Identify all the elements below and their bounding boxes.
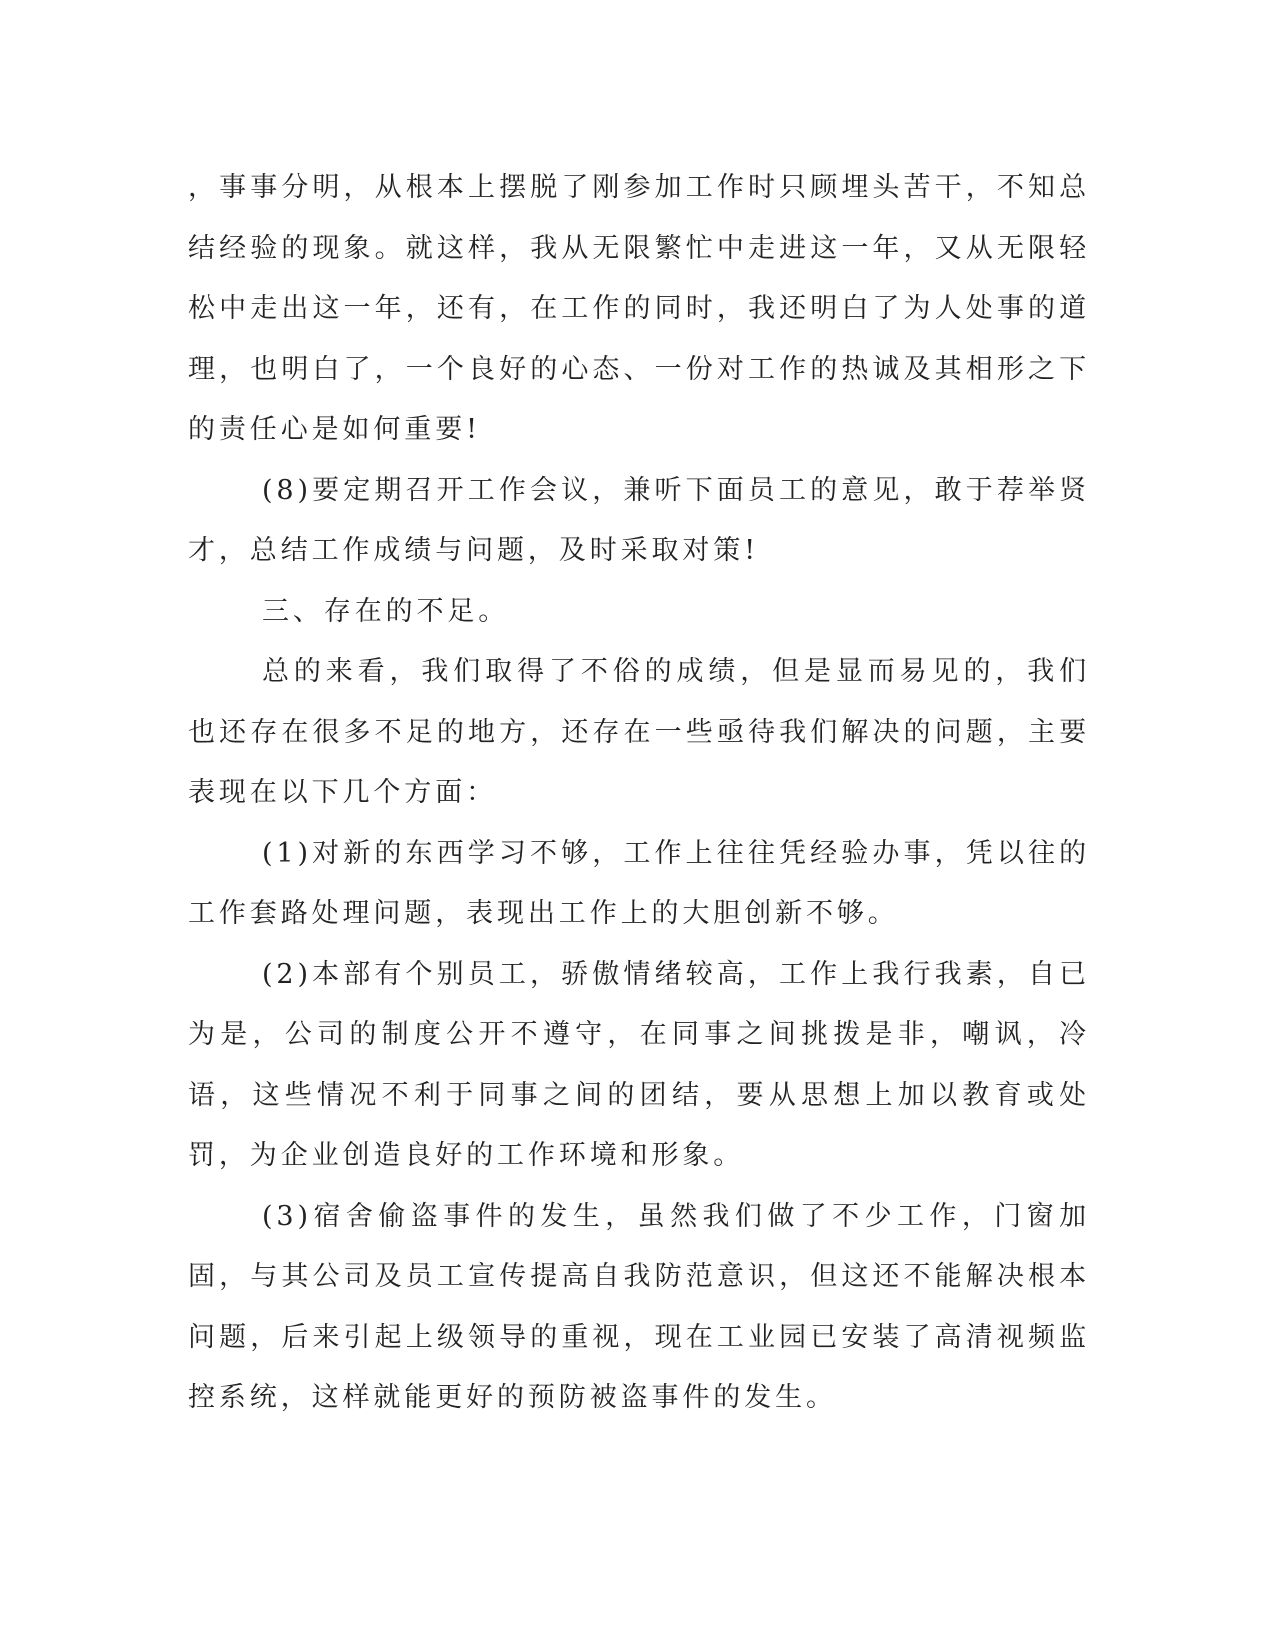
document-body <box>188 158 1090 1429</box>
paragraph-item-2: (2)本部有个别员工，骄傲情绪较高，工作上我行我素，自已为是，公司的制度公开不遵守，在同事之间挑拨是非，嘲讽，冷语，这些情况不利于同事之间的团结，要从思想上加以教育或处罚，为企业创造良好的工作环境和形象。 <box>188 958 1090 1171</box>
paragraph-item-1: (1)对新的东西学习不够，工作上往往凭经验办事，凭以往的工作套路处理问题，表现出工作上的大胆创新不够。 <box>188 837 1090 929</box>
paragraph-overview: 总的来看，我们取得了不俗的成绩，但是显而易见的，我们也还存在很多不足的地方，还存在一些亟待我们解决的问题，主要表现在以下几个方面： <box>188 656 1090 808</box>
paragraph-continuation: ，事事分明，从根本上摆脱了刚参加工作时只顾埋头苦干，不知总结经验的现象。就这样，我从无限繁忙中走进这一年，又从无限轻松中走出这一年，还有，在工作的同时，我还明白了为人处事的道理，也明白了，一个良好的心态、一份对工作的热诚及其相形之下的责任心是如何重要! <box>188 172 1090 445</box>
section-heading-shortcomings: 三、存在的不足。 <box>262 595 510 627</box>
paragraph-item-8: (8)要定期召开工作会议，兼听下面员工的意见，敢于荐举贤才，总结工作成绩与问题，及时采取对策! <box>188 474 1090 566</box>
paragraph-item-3: (3)宿舍偷盗事件的发生，虽然我们做了不少工作，门窗加固，与其公司及员工宣传提高自我防范意识，但这还不能解决根本问题，后来引起上级领导的重视，现在工业园已安装了高清视频监控系统，这样就能更好的预防被盗事件的发生。 <box>188 1200 1090 1413</box>
